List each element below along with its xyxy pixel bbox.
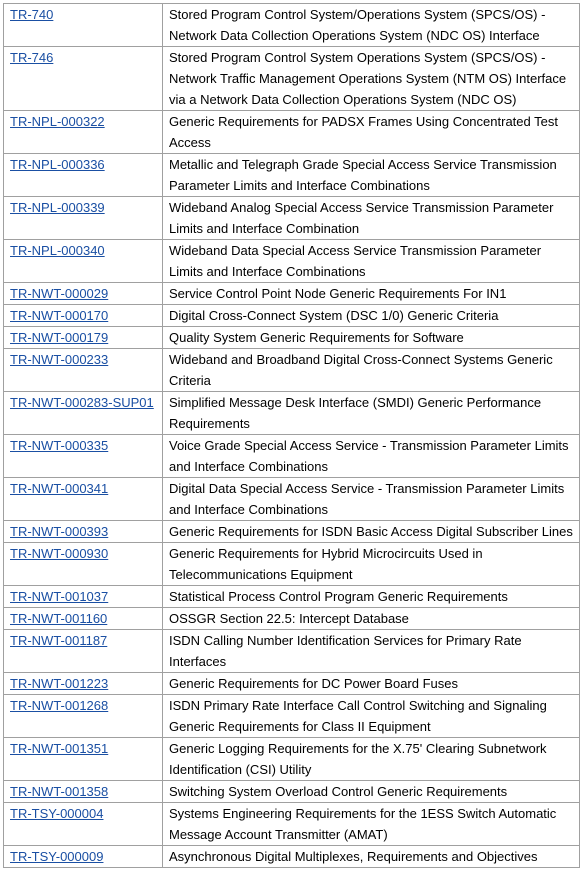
documents-table — [3, 3, 580, 868]
document-title-cell: Wideband Analog Special Access Service Transmission Parameter Limits and Interface Combination — [163, 197, 580, 240]
table-row — [4, 738, 580, 781]
table-row — [4, 478, 580, 521]
document-code-link[interactable]: TR-NWT-000170 — [10, 308, 109, 323]
document-title-cell: Stored Program Control System Operations System (SPCS/OS) - Network Traffic Management Operations System (NTM OS) Interface via a Network Data Collection Operations System (NDC OS) — [163, 47, 580, 111]
document-title-cell: Switching System Overload Control Generic Requirements — [163, 781, 580, 803]
document-title-cell: Simplified Message Desk Interface (SMDI) Generic Performance Requirements — [163, 392, 580, 435]
table-row — [4, 305, 580, 327]
document-title-cell: Digital Cross-Connect System (DSC 1/0) Generic Criteria — [163, 305, 580, 327]
table-row — [4, 4, 580, 47]
document-title-cell: Quality System Generic Requirements for Software — [163, 327, 580, 349]
table-row — [4, 283, 580, 305]
table-row — [4, 608, 580, 630]
document-code-cell — [4, 673, 163, 695]
document-title-cell: Generic Requirements for Hybrid Microcircuits Used in Telecommunications Equipment — [163, 543, 580, 586]
table-row — [4, 327, 580, 349]
document-title-cell: Wideband Data Special Access Service Transmission Parameter Limits and Interface Combinations — [163, 240, 580, 283]
document-code-cell — [4, 283, 163, 305]
document-title-cell: Wideband and Broadband Digital Cross-Connect Systems Generic Criteria — [163, 349, 580, 392]
document-code-cell — [4, 738, 163, 781]
table-row — [4, 695, 580, 738]
document-code-link[interactable]: TR-NWT-000179 — [10, 330, 109, 345]
table-row — [4, 435, 580, 478]
document-code-link[interactable]: TR-NWT-001223 — [10, 676, 109, 691]
document-code-cell — [4, 803, 163, 846]
table-row — [4, 630, 580, 673]
document-code-link[interactable]: TR-NWT-000283-SUP01 — [10, 395, 154, 410]
document-code-link[interactable]: TR-TSY-000009 — [10, 849, 104, 864]
document-title-cell: Metallic and Telegraph Grade Special Access Service Transmission Parameter Limits and Interface Combinations — [163, 154, 580, 197]
document-code-cell — [4, 111, 163, 154]
document-code-link[interactable]: TR-NPL-000339 — [10, 200, 105, 215]
document-code-link[interactable]: TR-746 — [10, 50, 54, 65]
document-code-link[interactable]: TR-NWT-001037 — [10, 589, 109, 604]
document-code-cell — [4, 47, 163, 111]
document-code-cell — [4, 154, 163, 197]
table-row — [4, 111, 580, 154]
document-code-cell — [4, 521, 163, 543]
document-code-link[interactable]: TR-NWT-000393 — [10, 524, 109, 539]
document-title-cell: ISDN Calling Number Identification Services for Primary Rate Interfaces — [163, 630, 580, 673]
document-code-cell — [4, 327, 163, 349]
document-code-cell — [4, 392, 163, 435]
document-title-cell: Stored Program Control System/Operations System (SPCS/OS) - Network Data Collection Operations System (NDC OS) Interface — [163, 4, 580, 47]
table-row — [4, 803, 580, 846]
document-code-cell — [4, 305, 163, 327]
document-code-cell — [4, 781, 163, 803]
document-code-cell — [4, 4, 163, 47]
document-code-link[interactable]: TR-NWT-001268 — [10, 698, 109, 713]
document-title-cell: Systems Engineering Requirements for the 1ESS Switch Automatic Message Account Transmitter (AMAT) — [163, 803, 580, 846]
document-code-link[interactable]: TR-NWT-001187 — [10, 633, 108, 648]
table-row — [4, 240, 580, 283]
document-code-link[interactable]: TR-NWT-000029 — [10, 286, 109, 301]
document-code-cell — [4, 630, 163, 673]
table-row — [4, 349, 580, 392]
document-code-link[interactable]: TR-NWT-000341 — [10, 481, 109, 496]
table-row — [4, 197, 580, 240]
table-row — [4, 154, 580, 197]
document-title-cell: Generic Requirements for ISDN Basic Access Digital Subscriber Lines — [163, 521, 580, 543]
document-code-link[interactable]: TR-TSY-000004 — [10, 806, 104, 821]
document-title-cell: Asynchronous Digital Multiplexes, Requirements and Objectives — [163, 846, 580, 868]
documents-table-body — [4, 4, 580, 868]
document-code-cell — [4, 543, 163, 586]
document-title-cell: Generic Requirements for DC Power Board Fuses — [163, 673, 580, 695]
document-title-cell: Generic Logging Requirements for the X.75' Clearing Subnetwork Identification (CSI) Utility — [163, 738, 580, 781]
table-row — [4, 846, 580, 868]
document-title-cell: Voice Grade Special Access Service - Transmission Parameter Limits and Interface Combinations — [163, 435, 580, 478]
table-row — [4, 673, 580, 695]
document-code-link[interactable]: TR-NWT-001358 — [10, 784, 109, 799]
document-code-link[interactable]: TR-740 — [10, 7, 54, 22]
document-title-cell: ISDN Primary Rate Interface Call Control Switching and Signaling Generic Requirements for Class II Equipment — [163, 695, 580, 738]
document-code-cell — [4, 197, 163, 240]
document-code-cell — [4, 435, 163, 478]
table-row — [4, 521, 580, 543]
document-code-cell — [4, 846, 163, 868]
document-code-link[interactable]: TR-NWT-001160 — [10, 611, 108, 626]
document-title-cell: Generic Requirements for PADSX Frames Using Concentrated Test Access — [163, 111, 580, 154]
document-code-cell — [4, 586, 163, 608]
document-code-link[interactable]: TR-NWT-000233 — [10, 352, 109, 367]
document-title-cell: OSSGR Section 22.5: Intercept Database — [163, 608, 580, 630]
document-code-link[interactable]: TR-NWT-000930 — [10, 546, 109, 561]
document-code-cell — [4, 695, 163, 738]
document-title-cell: Statistical Process Control Program Generic Requirements — [163, 586, 580, 608]
table-row — [4, 47, 580, 111]
document-code-link[interactable]: TR-NPL-000322 — [10, 114, 105, 129]
document-code-cell — [4, 349, 163, 392]
table-row — [4, 392, 580, 435]
document-code-link[interactable]: TR-NPL-000340 — [10, 243, 105, 258]
table-row — [4, 781, 580, 803]
document-code-cell — [4, 478, 163, 521]
table-row — [4, 543, 580, 586]
document-title-cell: Digital Data Special Access Service - Transmission Parameter Limits and Interface Combinations — [163, 478, 580, 521]
table-row — [4, 586, 580, 608]
document-code-link[interactable]: TR-NWT-001351 — [10, 741, 109, 756]
document-code-cell — [4, 240, 163, 283]
document-code-link[interactable]: TR-NWT-000335 — [10, 438, 109, 453]
document-title-cell: Service Control Point Node Generic Requirements For IN1 — [163, 283, 580, 305]
document-code-cell — [4, 608, 163, 630]
document-code-link[interactable]: TR-NPL-000336 — [10, 157, 105, 172]
